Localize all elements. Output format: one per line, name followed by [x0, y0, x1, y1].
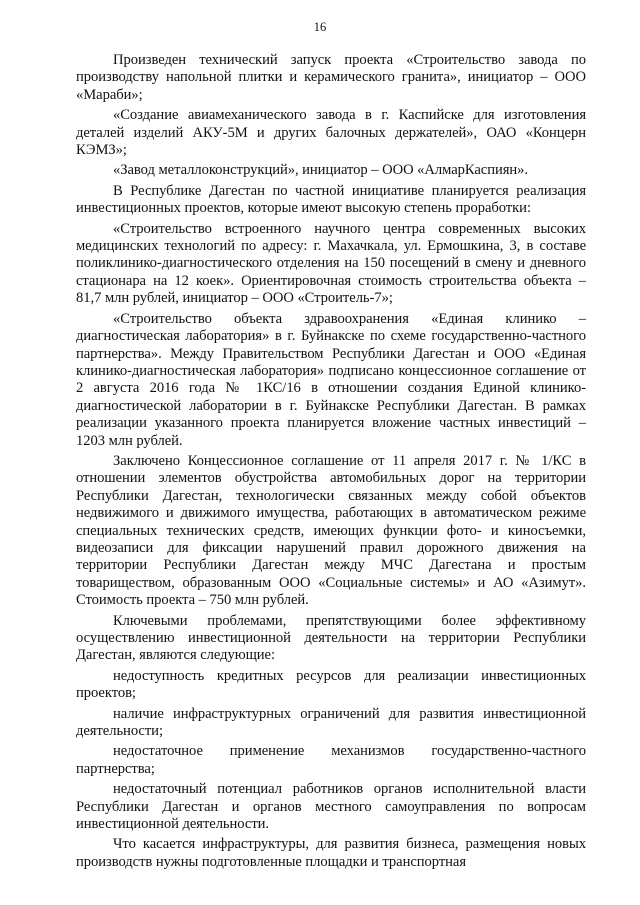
list-item: недоступность кредитных ресурсов для реализации инвестиционных проектов; — [76, 667, 586, 702]
document-body — [76, 52, 586, 874]
paragraph: Произведен технический запуск проекта «Строительство завода по производству напольной плитки и керамического гранита», инициатор – ООО «Мараби»; — [76, 52, 586, 103]
paragraph: Что касается инфраструктуры, для развития бизнеса, размещения новых производств нужны подготовленные площадки и транспортная — [76, 836, 586, 870]
list-item: наличие инфраструктурных ограничений для развития инвестиционной деятельности; — [76, 705, 586, 740]
list-item: недостаточный потенциал работников органов исполнительной власти Республики Дагестан и органов местного самоуправления по вопросам инвестиционной деятельности. — [76, 781, 586, 833]
paragraph: «Строительство встроенного научного центра современных высоких медицинских технологий по адресу: г. Махачкала, ул. Ермошкина, 3, в составе поликлинико-диагностического отделения на 150 посещений в смену и дневного стационара на 12 коек». Ориентировочная стоимость строительства объекта – 81,7 млн рублей, инициатор – ООО «Строитель-7»; — [76, 220, 586, 307]
paragraph: «Завод металлоконструкций», инициатор – ООО «АлмарКаспиян». — [113, 162, 529, 179]
paragraph: Ключевыми проблемами, препятствующими более эффективному осуществлению инвестиционной деятельности на территории Республики Дагестан, являются следующие: — [76, 612, 586, 664]
list-item: недостаточное применение механизмов государственно-частного партнерства; — [76, 743, 586, 777]
paragraph: «Строительство объекта здравоохранения «Единая клинико – диагностическая лаборатория» в г. Буйнакске по схеме государственно-частного партнерства». Между Правительством Республики Дагестан и ООО «Единая клинико-диагностическая лаборатория» подписано концессионное соглашение от 2 августа 2016 года № 1КС/16 в отношении создания Единой клинико-диагностической лаборатории в г. Буйнакске Республики Дагестан. В рамках реализации указанного проекта планируется вложение частных инвестиций – 1203 млн рублей. — [76, 310, 586, 449]
page-number: 16 — [313, 20, 327, 34]
paragraph: В Республике Дагестан по частной инициативе планируется реализация инвестиционных проектов, которые имеют высокую степень проработки: — [76, 182, 586, 217]
paragraph: «Создание авиамеханического завода в г. Каспийске для изготовления деталей изделий АКУ-5М и других балочных держателей», ОАО «Концерн КЭМЗ»; — [76, 107, 586, 159]
paragraph: Заключено Концессионное соглашение от 11 апреля 2017 г. № 1/КС в отношении элементов обустройства автомобильных дорог на территории Республики Дагестан, технологически связанных между собой объектов недвижимого и движимого имущества, работающих в автоматическом режиме специальных технических средств, имеющих функции фото- и киносъемки, видеозаписи для фиксации нарушений правил дорожного движения на территории Республики Дагестан между МЧС Дагестана и простым товариществом, образованным ООО «Социальные системы» и АО «Азимут». Стоимость проекта – 750 млн рублей. — [76, 452, 586, 609]
